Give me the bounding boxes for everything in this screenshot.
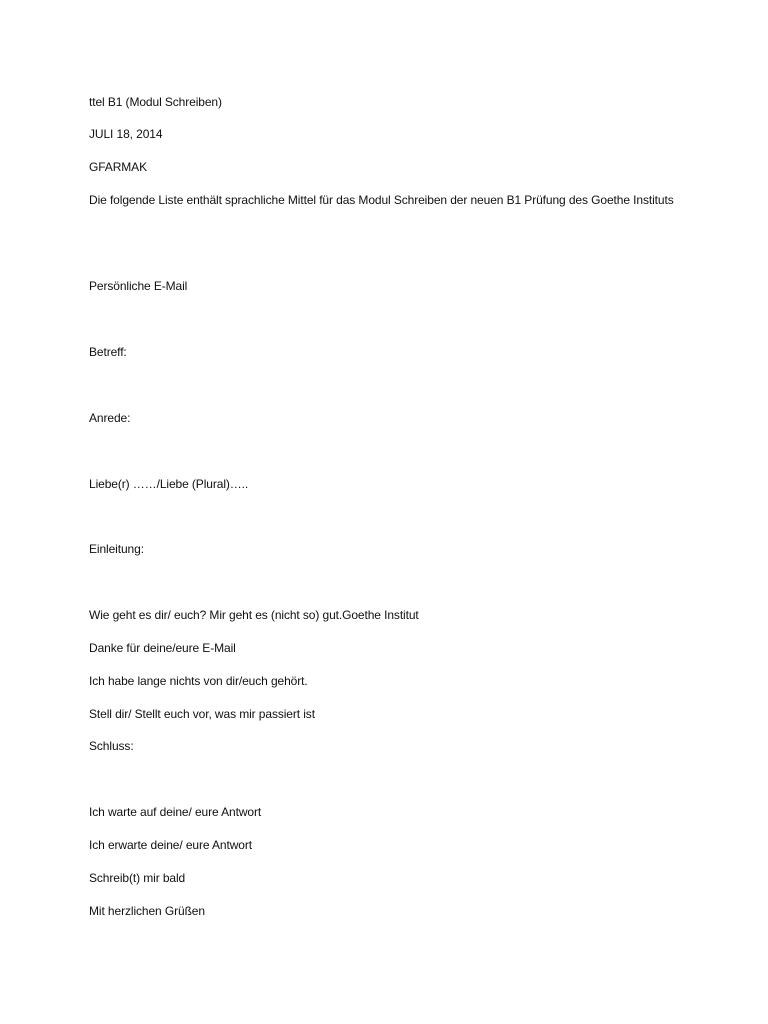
einleitung-label: Einleitung: [89,542,144,556]
document-author: GFARMAK [89,160,147,174]
document-title: ttel B1 (Modul Schreiben) [89,95,222,109]
document-date: JULI 18, 2014 [89,127,163,141]
einleitung-item: Danke für deine/eure E-Mail [89,641,236,655]
anrede-label: Anrede: [89,411,131,425]
section-heading: Persönliche E-Mail [89,279,188,293]
schluss-item: Ich warte auf deine/ eure Antwort [89,805,262,819]
schluss-item: Mit herzlichen Grüßen [89,904,205,918]
schluss-item: Schreib(t) mir bald [89,871,186,885]
anrede-example: Liebe(r) ……/Liebe (Plural)….. [89,477,249,491]
schluss-item: Ich erwarte deine/ eure Antwort [89,838,252,852]
schluss-label: Schluss: [89,739,134,753]
betreff-label: Betreff: [89,345,127,359]
intro-paragraph: Die folgende Liste enthält sprachliche Mittel für das Modul Schreiben der neuen B1 Prüfung des Goethe Instituts [89,193,674,207]
einleitung-item: Wie geht es dir/ euch? Mir geht es (nicht so) gut.Goethe Institut [89,608,419,622]
einleitung-item: Ich habe lange nichts von dir/euch gehört. [89,674,308,688]
einleitung-item: Stell dir/ Stellt euch vor, was mir passiert ist [89,707,315,721]
